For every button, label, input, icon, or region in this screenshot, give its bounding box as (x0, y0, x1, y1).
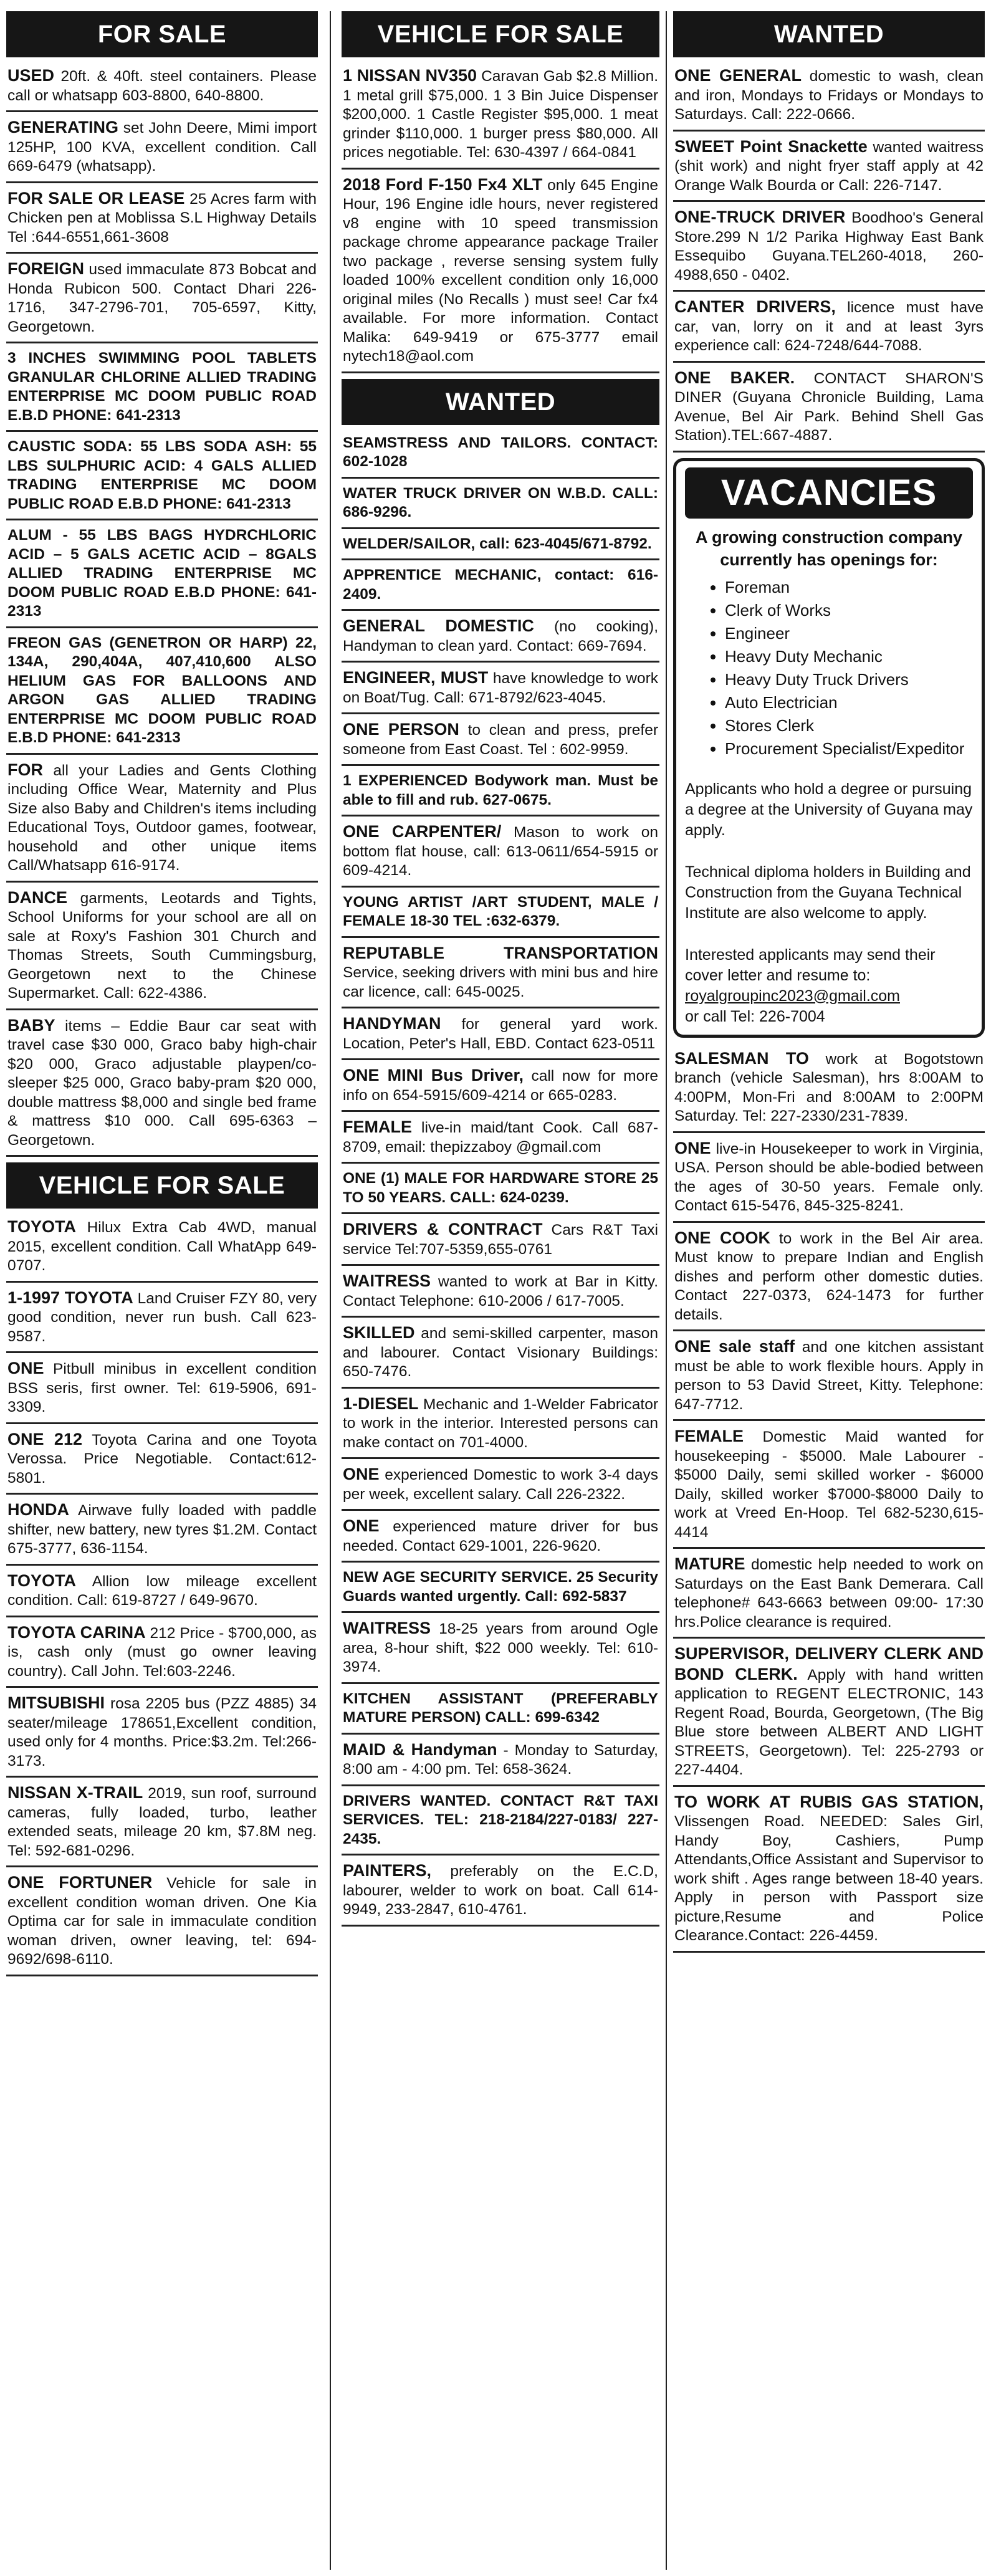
ad-text: - Monday to Saturday, 8:00 am - 4:00 pm. Tel: 658-3624. (343, 1741, 658, 1778)
classified-ad (6, 259, 318, 343)
column-divider (330, 11, 331, 2570)
ad-text: preferably on the E.C.D, labourer, welder to work on boat. Call 614-9949, 233-2847, 610-4761. (343, 1863, 658, 1918)
classified-ad (673, 1554, 985, 1639)
classified-ad (342, 1465, 659, 1511)
classified-ad (342, 1220, 659, 1266)
ad-text: NEW AGE SECURITY SERVICE. 25 Security Guards wanted urgently. Call: 692-5837 (343, 1569, 658, 1605)
ad-lead: ONE (343, 1465, 380, 1483)
ad-text: Apply with hand written application to REGENT ELECTRONIC, 143 Regent Road, Bourda, Georgetown, (The Big Blue store between ALBERT AND LIGHT STREETS, Georgetown). Tel: 225-2793 or 227-4404. (674, 1666, 984, 1778)
ad-text: ONE (1) MALE FOR HARDWARE STORE 25 TO 50 YEARS. CALL: 624-0239. (343, 1170, 658, 1206)
position-item: • Engineer (725, 622, 973, 645)
classified-ad (342, 1323, 659, 1389)
ad-lead: ONE MINI Bus Driver, (343, 1066, 524, 1085)
classified-ad (342, 668, 659, 714)
classified-ad (673, 1793, 985, 1953)
ad-lead: HONDA (7, 1500, 69, 1519)
classified-ad (6, 1430, 318, 1495)
ad-text: 1 EXPERIENCED Bodywork man. Must be able to fill and rub. 627-0675. (343, 772, 658, 808)
classified-ad (673, 1337, 985, 1421)
classified-ad (6, 118, 318, 183)
ad-lead: ONE BAKER. (674, 368, 795, 387)
ad-text: rosa 2205 bus (PZZ 4885) 34 seater/mileage 178651,Excellent condition, used only for 4 months. Price:$3.2m. Tel:266-3173. (7, 1695, 317, 1769)
vacancies-diploma-note: Technical diploma holders in Building and Construction from the Guyana Technical Institute are also welcome to apply. (685, 863, 971, 922)
ad-lead: USED (7, 66, 55, 85)
classified-ad (342, 1568, 659, 1613)
ad-text: wanted waitress (shit work) and night fryer staff apply at 42 Orange Walk Bourda or Call: 226-7147. (674, 138, 984, 194)
ad-text: domestic to wash, clean and iron, Mondays to Fridays or Mondays to Saturdays. Call: 222-0666. (674, 68, 984, 123)
classified-ad (6, 1783, 318, 1867)
classified-ad (342, 1066, 659, 1112)
position-item: • Stores Clerk (725, 714, 973, 737)
ad-text: and one kitchen assistant must be able to work flexible hours. Apply in person to 53 David Street, Kitty. Telephone: 647-7712. (674, 1339, 984, 1413)
ad-text: 25 Acres farm with Chicken pen at Moblissa S.L Highway Details Tel :644-6551,661-3608 (7, 190, 317, 246)
ad-text: KITCHEN ASSISTANT (PREFERABLY MATURE PERSON) CALL: 699-6342 (343, 1690, 658, 1726)
classified-ad (673, 137, 985, 203)
section-header-vehicle-for-sale: VEHICLE FOR SALE (342, 11, 659, 57)
ad-text: WATER TRUCK DRIVER ON W.B.D. CALL: 686-9296. (343, 484, 658, 520)
ad-text: Land Cruiser FZY 80, very good condition, never run bush. Call 623-9587. (7, 1290, 317, 1345)
classified-ad (673, 1139, 985, 1223)
ad-lead: SALESMAN TO (674, 1048, 809, 1068)
ad-text: work at Bogotstown branch (vehicle Salesman), hrs 8:00AM to 4:00PM, Mon-Fri and 8:00AM to 2:00PM Saturday. Tel: 227-2330/231-7839. (674, 1050, 984, 1124)
ad-text: Mechanic and 1-Welder Fabricator to work in the interior. Interested persons can make contact on 701-4000. (343, 1396, 658, 1451)
classified-ad (342, 1740, 659, 1786)
classified-ad (6, 1359, 318, 1424)
ad-lead: GENERAL DOMESTIC (343, 616, 534, 635)
ad-lead: PAINTERS, (343, 1861, 432, 1880)
ad-text: Hilux Extra Cab 4WD, manual 2015, excellent condition. Call WhatApp 649-0707. (7, 1219, 317, 1274)
classified-ad (342, 66, 659, 170)
ad-text: APPRENTICE MECHANIC, contact: 616-2409. (343, 567, 658, 603)
section-header-wanted: WANTED (673, 11, 985, 57)
ad-text: to work in the Bel Air area. Must know to prepare Indian and English dishes and perform other domestic duties. Contact 227-0373, 624-1473 for further details. (674, 1230, 984, 1323)
ad-text: Pitbull minibus in excellent condition BSS seris, first owner. Tel: 619-5906, 691-3309. (7, 1361, 317, 1415)
ad-lead: SKILLED (343, 1323, 415, 1342)
classified-ad (342, 1690, 659, 1735)
ad-text: 20ft. & 40ft. steel containers. Please call or whatsapp 603-8800, 640-8800. (7, 68, 317, 104)
ad-text: items – Eddie Baur car seat with travel case $30 000, Graco baby high-chair $20 000, Graco adjustable playpen/co-sleeper $25 000, Graco baby-pram $20 000, double mattress $8,000 and single bed frame & mattress $10 000. Call 695-6363 – Georgetown. (7, 1017, 317, 1149)
ad-lead: ONE FORTUNER (7, 1873, 153, 1892)
ad-lead: WAITRESS (343, 1271, 431, 1290)
ad-text: Caravan Gab $2.8 Million. 1 metal grill $75,000. 1 3 Bin Juice Dispenser $200,000. 1 Castle Register $95,000. 1 meat grinder $110,000. 1 burger press $80,000. All prices negotiable. Tel: 630-4397 / 664-0841 (343, 68, 658, 161)
ad-text: Allion low mileage excellent condition. Call: 619-8727 / 649-9670. (7, 1573, 317, 1609)
column-divider (666, 11, 667, 2570)
classified-ad (673, 368, 985, 452)
classified-ad (342, 772, 659, 816)
classified-ad (6, 1500, 318, 1566)
ad-text: licence must have car, van, lorry on it and at least 3yrs experience call: 624-7248/644-7088. (674, 299, 984, 354)
vacancies-email-link[interactable] (685, 986, 973, 1007)
ad-lead: 2018 Ford F-150 Fx4 XLT (343, 175, 543, 194)
ad-text: 2019, sun roof, surround cameras, fully loaded, turbo, leather extended seats, mileage 20 km, $7.8M neg. Tel: 592-681-0296. (7, 1785, 317, 1859)
classified-ad (342, 434, 659, 479)
ad-text: live-in Housekeeper to work in Virginia, USA. Person should be able-bodied between the ages of 30-50 years. Female only. Contact 615-5476, 845-325-8241. (674, 1140, 984, 1214)
ad-lead: ONE-TRUCK DRIVER (674, 208, 846, 226)
classified-ad (342, 1394, 659, 1460)
ad-text: 212 Price - $700,000, as is, cash only (must go owner leaving country). Call John. Tel:603-2246. (7, 1624, 317, 1680)
column-2 (342, 11, 659, 2570)
ad-lead: DRIVERS & CONTRACT (343, 1220, 543, 1238)
classified-ad (6, 349, 318, 432)
ad-text: garments, Leotards and Tights, School Uniforms for your school are all on sale at Roxy's Fashion 301 Church and Thomas Streets, South Cummingsburg, Georgetown next to the Chinese Supermarket. Call: 622-4386. (7, 889, 317, 1002)
classified-ad (673, 1427, 985, 1549)
ad-text: to clean and press, prefer someone from East Coast. Tel : 602-9959. (343, 722, 658, 758)
ad-lead: ONE (343, 1516, 380, 1535)
classified-ad (6, 526, 318, 628)
ad-lead: TOYOTA CARINA (7, 1622, 146, 1642)
classified-ad (6, 1623, 318, 1688)
classified-ad (342, 893, 659, 938)
ad-text: set John Deere, Mimi import 125HP, 100 KVA, excellent condition. Call 669-6479 (whatsapp). (7, 120, 317, 175)
vacancies-title: VACANCIES (685, 467, 973, 519)
classified-ad (6, 760, 318, 883)
vacancies-intro: A growing construction company currently has openings for: (695, 527, 963, 569)
vacancies-email[interactable]: royalgroupinc2023@gmail.com (685, 987, 900, 1005)
ad-lead: WAITRESS (343, 1619, 431, 1637)
ad-text: experienced Domestic to work 3-4 days per week, excellent salary. Call 226-2322. (343, 1467, 658, 1503)
classified-ad (342, 1861, 659, 1927)
position-item: • Foreman (725, 576, 973, 599)
classified-ad (6, 888, 318, 1010)
ad-text: have knowledge to work on Boat/Tug. Call: 671-8792/623-4045. (343, 670, 659, 706)
ad-lead: MITSUBISHI (7, 1693, 105, 1712)
classified-ad (342, 944, 659, 1009)
classified-ad (6, 189, 318, 254)
classified-ad (342, 720, 659, 766)
ad-text: SEAMSTRESS AND TAILORS. CONTACT: 602-1028 (343, 434, 658, 470)
position-item: • Heavy Duty Truck Drivers (725, 668, 973, 691)
ad-lead: ONE CARPENTER/ (343, 822, 502, 841)
vacancies-phone: or call Tel: 226-7004 (685, 1007, 825, 1025)
ad-lead: ONE (7, 1359, 44, 1377)
classified-ad (6, 1873, 318, 1976)
ad-text: FREON GAS (GENETRON OR HARP) 22, 134A, 290,404A, 407,410,600 ALSO HELIUM GAS FOR BALLOONS AND ARGON GAS ALLIED TRADING ENTERPRISE MC DOOM PUBLIC ROAD E.B.D PHONE: 641-2313 (7, 634, 317, 746)
ad-lead: SWEET Point Snackette (674, 136, 868, 156)
classified-ad (342, 535, 659, 561)
classified-ad (342, 1792, 659, 1856)
column-1 (6, 11, 318, 2570)
classified-ad (342, 484, 659, 529)
ad-lead: NISSAN X-TRAIL (7, 1783, 143, 1802)
ad-text: and semi-skilled carpenter, mason and labourer. Contact Visionary Buildings: 650-7476. (343, 1325, 658, 1380)
ad-lead: FEMALE (674, 1427, 744, 1445)
ad-lead: ONE PERSON (343, 720, 459, 739)
wanted-list-col3-bottom (673, 1049, 985, 1953)
column-3 (673, 11, 985, 2570)
ad-text: for general yard work. Location, Peter's Hall, EBD. Contact 623-0511 (343, 1016, 658, 1052)
ad-text: wanted to work at Bar in Kitty. Contact Telephone: 610-2006 / 617-7005. (343, 1273, 658, 1310)
classified-ad (6, 1693, 318, 1778)
ad-lead: ONE GENERAL (674, 66, 802, 85)
section-header-wanted: WANTED (342, 379, 659, 425)
classified-ad (342, 1271, 659, 1318)
ad-lead: HANDYMAN (343, 1014, 441, 1033)
ad-text: DRIVERS WANTED. CONTACT R&T TAXI SERVICES. TEL: 218-2184/227-0183/ 227-2435. (343, 1792, 658, 1847)
classified-ad (342, 1118, 659, 1164)
ad-text: Domestic Maid wanted for housekeeping - $5000. Male Labourer - $5000 Daily, semi skilled worker - $6000 Daily, skilled worker $7000-$8000 Daily to work at Vreed En-Hoop. Tel 682-5230,615-4414 (674, 1429, 984, 1541)
ad-lead: ONE 212 (7, 1429, 82, 1448)
position-item: • Heavy Duty Mechanic (725, 645, 973, 668)
ad-text: Airwave fully loaded with paddle shifter, new battery, new tyres $1.2M. Contact 675-3777, 636-1154. (7, 1502, 317, 1557)
wanted-list-col2 (342, 434, 659, 1927)
ad-text: Boodhoo's General Store.299 N 1/2 Parika Highway East Bank Essequibo Guyana.TEL260-4018, 260-4988,650 - 0402. (674, 209, 984, 284)
ad-text: Service, seeking drivers with mini bus and hire car licence, call: 645-0025. (343, 964, 658, 1000)
position-item: • Procurement Specialist/Expeditor (725, 737, 973, 760)
for-sale-list (6, 66, 318, 1157)
classified-ad (673, 208, 985, 292)
position-item: • Clerk of Works (725, 599, 973, 622)
ad-text: 3 INCHES SWIMMING POOL TABLETS GRANULAR CHLORINE ALLIED TRADING ENTERPRISE MC DOOM PUBLIC ROAD E.B.D PHONE: 641-2313 (7, 350, 317, 424)
ad-text: (no cooking), Handyman to clean yard. Contact: 669-7694. (343, 618, 658, 654)
classified-ad (342, 566, 659, 611)
vacancies-positions (685, 576, 973, 760)
ad-lead: CANTER DRIVERS, (674, 297, 836, 316)
ad-text: used immaculate 873 Bobcat and Honda Rubicon 500. Contact Dhari 226-1716, 347-2796-701, 705-6597, Kitty, Georgetown. (7, 261, 317, 335)
ad-text: 18-25 years from around Ogle area, 8-hour shift, $22 000 weekly. Tel: 610-3974. (343, 1621, 658, 1675)
ad-text: CAUSTIC SODA: 55 LBS SODA ASH: 55 LBS SULPHURIC ACID: 4 GALS ALLIED TRADING ENTERPRISE MC DOOM PUBLIC ROAD E.B.D PHONE: 641-2313 (7, 438, 317, 512)
ad-lead: TOYOTA (7, 1217, 77, 1236)
ad-lead: 1-DIESEL (343, 1394, 419, 1413)
classified-ad (673, 297, 985, 363)
classified-ad (673, 1644, 985, 1787)
classified-ad (342, 616, 659, 663)
ad-lead: FOREIGN (7, 259, 85, 278)
classified-ad (6, 1571, 318, 1617)
classified-ad (673, 1049, 985, 1133)
ad-text: all your Ladies and Gents Clothing including Office Wear, Maternity and Plus Size also Baby and Children's items including Educational Toys, Outdoor games, footwear, household and other unique items Call/Whatsapp 616-9174. (7, 762, 317, 874)
ad-lead: BABY (7, 1015, 55, 1035)
section-header-vehicle-for-sale: VEHICLE FOR SALE (6, 1162, 318, 1209)
ad-text: Toyota Carina and one Toyota Verossa. Price Negotiable. Contact:612-5801. (7, 1431, 317, 1487)
ad-text: CONTACT SHARON'S DINER (Guyana Chronicle Building, Lama Avenue, Bel Air Park. Behind Shell Gas Station).TEL:667-4887. (674, 370, 984, 444)
classified-ad (342, 1619, 659, 1684)
position-item: • Auto Electrician (725, 691, 973, 714)
vacancies-degree-note: Applicants who hold a degree or pursuing a degree at the University of Guyana may apply. (685, 780, 973, 839)
ad-lead: 1 NISSAN NV350 (343, 66, 477, 85)
ad-lead: ONE sale staff (674, 1337, 795, 1356)
ad-text: only 645 Engine Hour, 196 Engine idle hours, never registered v8 engine with 10 speed transmission package chrome appearance package Trailer two package , reverse sensing system fully loaded 100% excellent condition only 16,000 original miles (No Recalls ) must see! Car fx4 available. For more information. Contact Malika: 649-9419 or 675-3777 email nytech18@aol.com (343, 176, 658, 365)
ad-text: YOUNG ARTIST /ART STUDENT, MALE / FEMALE 18-30 TEL :632-6379. (343, 893, 658, 929)
classified-ad (6, 1217, 318, 1283)
ad-text: Mason to work on bottom flat house, call: 613-0611/654-5915 or 609-4214. (343, 824, 658, 879)
vehicle-list-col1 (6, 1217, 318, 1976)
ad-lead: REPUTABLE TRANSPORTATION (343, 943, 658, 962)
wanted-list-col3-top (673, 66, 985, 452)
ad-lead: MAID & Handyman (343, 1740, 497, 1759)
ad-text: live-in maid/tant Cook. Call 687-8709, email: thepizzaboy @gmail.com (343, 1119, 658, 1156)
ad-text: call now for more info on 654-5915/609-4214 or 665-0283. (343, 1068, 658, 1104)
ad-text: experienced mature driver for bus needed. Contact 629-1001, 226-9620. (343, 1518, 658, 1554)
ad-lead: ONE COOK (674, 1228, 771, 1247)
ad-lead: GENERATING (7, 118, 119, 136)
classified-ad (6, 438, 318, 520)
classified-ad (342, 1516, 659, 1563)
ad-text: Vehicle for sale in excellent condition woman driven. One Kia Optima car for sale in immaculate condition woman driven, owner leaving, tel: 694-9692/698-6110. (7, 1875, 317, 1968)
vehicle-list-col2 (342, 66, 659, 373)
classified-ad (6, 66, 318, 112)
vacancies-apply-note: Interested applicants may send their cover letter and resume to: (685, 946, 936, 984)
classified-ad (673, 1228, 985, 1332)
classified-ad (342, 822, 659, 888)
vacancies-box (673, 458, 985, 1038)
ad-lead: FEMALE (343, 1118, 412, 1136)
ad-lead: 1-1997 TOYOTA (7, 1288, 133, 1307)
ad-lead: TO WORK AT RUBIS GAS STATION, (674, 1792, 984, 1811)
ad-lead: FOR SALE OR LEASE (7, 188, 185, 208)
ad-text: domestic help needed to work on Saturdays on the East Bank Demerara. Call telephone# 643-6663 between 09:00- 17:30 hrs.Police clearance is required. (674, 1556, 984, 1630)
ad-lead: FOR (7, 760, 43, 779)
ad-text: Cars R&T Taxi service Tel:707-5359,655-0761 (343, 1222, 658, 1258)
ad-lead: ENGINEER, MUST (343, 668, 489, 687)
classified-ad (6, 1288, 318, 1354)
ad-lead: TOYOTA (7, 1571, 77, 1590)
ad-text: WELDER/SAILOR, call: 623-4045/671-8792. (343, 535, 652, 552)
ad-lead: MATURE (674, 1554, 745, 1573)
ad-lead: SUPERVISOR, DELIVERY CLERK AND BOND CLERK. (674, 1644, 984, 1683)
classified-ad (6, 1016, 318, 1157)
ad-lead: ONE (674, 1138, 711, 1157)
classified-ad (673, 66, 985, 132)
ad-text: Vlissengen Road. NEEDED: Sales Girl, Handy Boy, Cashiers, Pump Attendants,Office Assistant and Supervisor to work shift . Ages range between 18-40 years. Apply in person with Passport size picture,Resume and Police Clearance.Contact: 226-4459. (674, 1813, 984, 1944)
classified-ad (342, 175, 659, 373)
classified-ad (342, 1014, 659, 1060)
section-header-for-sale: FOR SALE (6, 11, 318, 57)
ad-text: ALUM - 55 LBS BAGS HYDRCHLORIC ACID – 5 GALS ACETIC ACID – 8GALS ALLIED TRADING ENTERPRISE MC DOOM PUBLIC ROAD E.B.D PHONE: 641-2313 (7, 527, 317, 620)
classified-ad (342, 1169, 659, 1214)
ad-lead: DANCE (7, 888, 68, 907)
classified-ad (6, 634, 318, 755)
